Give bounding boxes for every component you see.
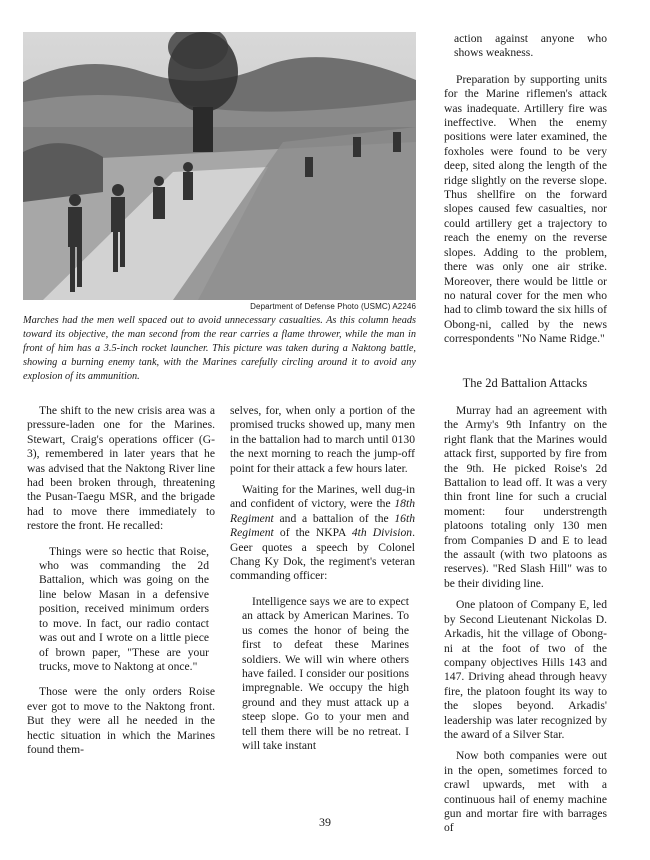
paragraph: Preparation by supporting units for the Marine riflemen's attack was inadequate. Artillery fire was ineffective. When the enemy positions were later examined, the foxholes were found to be very deep, sited along the length of the ridge slightly on the reverse slope. Thus shellfire on the forward slopes caused few casualties, nor could artillery get a trajectory to reach the enemy on the reverse slopes. Adding to the problem, there was only one air strike. Moreover, there would be little or no natural cover for the men who had to climb toward the six hills of Obong-ni, called by the news correspondents "No Name Ridge." (444, 72, 607, 346)
combat-photo (23, 32, 416, 300)
photo-illustration (23, 32, 416, 300)
quote-block (39, 545, 209, 675)
column-3-top (444, 32, 607, 347)
paragraph: Murray had an agreement with the Army's 9th Infantry on the right flank that the Marines would attack first, supported by fire from the 9th. He picked Roise's 2d Battalion to lead off. It was a very thin front line for such a crucial moment: four understrength platoons totaling only 130 men from Companies D and E to lead the assault (with two platoons as reserves). "Red Slash Hill" was to be their dividing line. (444, 404, 607, 590)
paragraph: selves, for, when only a portion of the promised trucks showed up, many men in the battalion had to march until 0130 the next morning to reach the jump-off point for their attack a few hours later. (230, 404, 415, 475)
paragraph: Now both companies were out in the open, sometimes forced to crawl upwards, met with a continuous hail of enemy machine gun and mortar fire with barrages of (444, 749, 607, 835)
page-number: 39 (319, 815, 331, 829)
column-1 (27, 404, 215, 757)
paragraph: One platoon of Company E, led by Second Lieutenant Nickolas D. Arkadis, hit the village of Obong-ni at the foot of two of the company objectives Hills 143 and 147. Driving ahead through heavy fire, the platoon fought its way to the slopes beyond. Arkadis' leadership was later recognized by the award of a Silver Star. (444, 598, 607, 741)
quote-continuation: action against anyone who shows weakness. (454, 32, 607, 60)
section-heading: The 2d Battalion Attacks (462, 376, 588, 390)
unit-name: 18th Regiment (230, 497, 415, 525)
photo-credit: Department of Defense Photo (USMC) A2246 (250, 302, 416, 311)
photo-caption: Marches had the men well spaced out to avoid unnecessary casualties. As this column heads toward its objective, the man second from the rear carries a flame thrower, while the man in front of him has a 3.5-inch rocket launcher. This picture was taken during a Naktong battle, showing a burning enemy tank, with the Marines carefully circling around it to avoid any explosion of its ammunition. (23, 315, 416, 382)
quote-text: Intelligence says we are to expect an attack by American Marines. To us comes the honor of being the first to defeat these Marines soldiers. We will win where others have failed. I consider our positions impregnable. We occupy the high ground and they must attack up a steep slope. Go to your men and tell them there will be no retreat. I will take instant (242, 594, 409, 752)
paragraph (230, 483, 415, 584)
paragraph: The shift to the new crisis area was a pressure-laden one for the Marines. Stewart, Craig's operations officer (G-3), remembered in later years that he was advised that the Naktong River line had been broken through, threatening the Pusan-Taegu MSR, and the brigade had to move there immediately to restore the front. He recalled: (27, 404, 215, 533)
column-3-bottom (444, 404, 607, 836)
paragraph: Those were the only orders Roise ever got to move to the Naktong front. But they were all he needed in the hectic situation in which the Marines found them- (27, 685, 215, 756)
column-2 (230, 404, 415, 764)
unit-name: 16th Regiment (230, 511, 415, 540)
quote-text: Things were so hectic that Roise, who was commanding the 2d Battalion, which was going on the line below Masan in a defensive position, received minimum orders to move. In fact, our radio contact was out and I wrote on a little piece of brown paper, "These are your trucks, move to Naktong at once." (39, 544, 209, 673)
text-span: . Geer quotes a speech by Colonel Chang Ky Dok, the regiment's veteran commanding officer: (230, 526, 415, 583)
unit-name: 4th Division (351, 526, 413, 540)
quote-block (242, 595, 409, 753)
text-span: of the NKPA (273, 526, 352, 540)
text-span: Waiting for the Marines, well dug-in and confident of victory, were the (230, 483, 415, 511)
text-span: and a battalion of the (273, 511, 395, 525)
